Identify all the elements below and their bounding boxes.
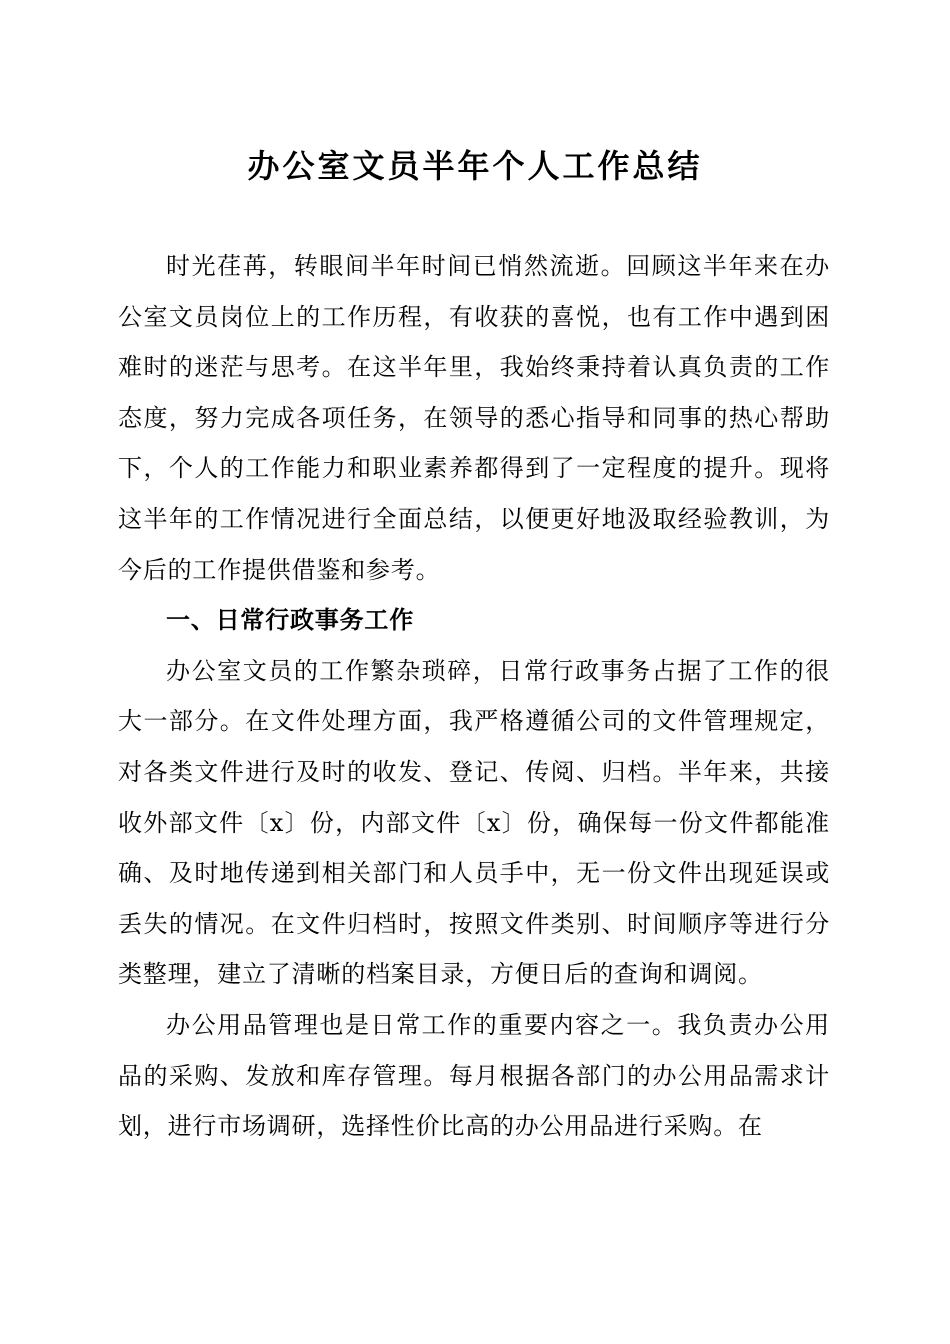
- intro-paragraph: 时光荏苒，转眼间半年时间已悄然流逝。回顾这半年来在办公室文员岗位上的工作历程，有收获的喜悦，也有工作中遇到困难时的迷茫与思考。在这半年里，我始终秉持着认真负责的工作态度，努力完成各项任务，在领导的悉心指导和同事的热心帮助下，个人的工作能力和职业素养都得到了一定程度的提升。现将这半年的工作情况进行全面总结，以便更好地汲取经验教训，为今后的工作提供借鉴和参考。: [118, 252, 830, 584]
- document-body: [118, 241, 830, 1152]
- section-1-paragraph-2: 办公用品管理也是日常工作的重要内容之一。我负责办公用品的采购、发放和库存管理。每月根据各部门的办公用品需求计划，进行市场调研，选择性价比高的办公用品进行采购。在: [118, 1010, 830, 1141]
- document-title: 办公室文员半年个人工作总结: [247, 147, 703, 185]
- section-1-paragraph-1: 办公室文员的工作繁杂琐碎，日常行政事务占据了工作的很大一部分。在文件处理方面，我严格遵循公司的文件管理规定，对各类文件进行及时的收发、登记、传阅、归档。半年来，共接收外部文件〔x〕份，内部文件〔x〕份，确保每一份文件都能准确、及时地传递到相关部门和人员手中，无一份文件出现延误或丢失的情况。在文件归档时，按照文件类别、时间顺序等进行分类整理，建立了清晰的档案目录，方便日后的查询和调阅。: [118, 656, 830, 989]
- section-heading-1: 一、日常行政事务工作: [166, 606, 414, 635]
